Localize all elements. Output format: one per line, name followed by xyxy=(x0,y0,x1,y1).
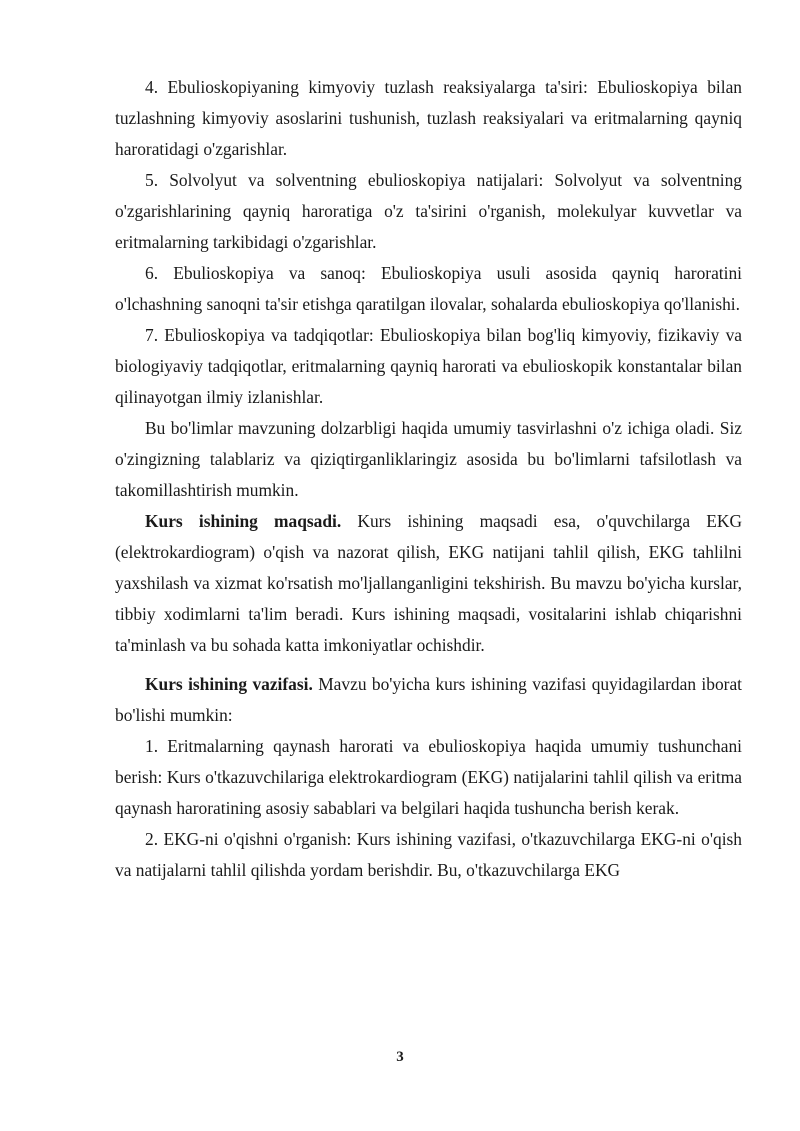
paragraph-text: 5. Solvolyut va solventning ebulioskopiya natijalari: Solvolyut va solventning o'zgarishlarining qayniq haroratiga o'z ta'sirini o'rganish, molekulyar kuvvetlar va eritmalarning tarkibidagi o'zgarishlar. xyxy=(115,170,742,252)
paragraph-item-6 xyxy=(115,258,742,320)
page-number: 3 xyxy=(396,1049,404,1065)
paragraph-item-5 xyxy=(115,165,742,258)
paragraph-course-task xyxy=(115,669,742,731)
paragraph-lead: Kurs ishining maqsadi. xyxy=(145,511,342,531)
paragraph-text: Mavzu bo'yicha kurs ishining vazifasi quyidagilardan iborat bo'lishi mumkin: xyxy=(115,674,742,725)
paragraph-text: Kurs ishining maqsadi esa, o'quvchilarga EKG (elektrokardiogram) o'qish va nazorat qilish, EKG natijani tahlil qilish, EKG tahlilni yaxshilash va xizmat ko'rsatish mo'ljallanganligini tekshirish. Bu mavzu bo'yicha kurslar, tibbiy xodimlarni ta'lim beradi. Kurs ishining maqsadi, vositalarini ishlab chiqarishni ta'minlash va bu sohada katta imkoniyatlar ochishdir. xyxy=(115,511,743,655)
paragraph-task-1 xyxy=(115,731,742,824)
paragraph-item-4 xyxy=(115,72,742,165)
paragraph-lead: Kurs ishining vazifasi. xyxy=(145,674,313,694)
paragraph-text: 1. Eritmalarning qaynash harorati va ebulioskopiya haqida umumiy tushunchani berish: Kurs o'tkazuvchilariga elektrokardiogram (EKG) natijalarini tahlil qilish va eritma qaynash haroratining asosiy sabablari va belgilari haqida tushuncha berish kerak. xyxy=(115,736,742,818)
paragraph-summary xyxy=(115,413,742,506)
paragraph-course-goal xyxy=(115,506,742,661)
paragraph-task-2 xyxy=(115,824,742,886)
paragraph-item-7 xyxy=(115,320,742,413)
paragraph-text: 7. Ebulioskopiya va tadqiqotlar: Ebulioskopiya bilan bog'liq kimyoviy, fizikaviy va biologiyaviy tadqiqotlar, eritmalarning qayniq harorati va ebulioskopik konstantalar bilan qilinayotgan ilmiy izlanishlar. xyxy=(115,325,742,407)
paragraph-text: 2. EKG-ni o'qishni o'rganish: Kurs ishining vazifasi, o'tkazuvchilarga EKG-ni o'qish va natijalarni tahlil qilishda yordam berishdir. Bu, o'tkazuvchilarga EKG xyxy=(115,829,742,880)
paragraph-text: 4. Ebulioskopiyaning kimyoviy tuzlash reaksiyalarga ta'siri: Ebulioskopiya bilan tuzlashning kimyoviy asoslarini tushunish, tuzlash reaksiyalari va eritmalarning qayniq haroratidagi o'zgarishlar. xyxy=(115,77,742,159)
paragraph-text: 6. Ebulioskopiya va sanoq: Ebulioskopiya usuli asosida qayniq haroratini o'lchashning sanoqni ta'sir etishga qaratilgan ilovalar, sohalarda ebulioskopiya qo'llanishi. xyxy=(115,263,742,314)
document-body xyxy=(115,72,742,886)
paragraph-text: Bu bo'limlar mavzuning dolzarbligi haqida umumiy tasvirlashni o'z ichiga oladi. Siz o'zingizning talablariz va qiziqtirganliklaringiz asosida bu bo'limlarni tafsilotlash va takomillashtirish mumkin. xyxy=(115,418,742,500)
